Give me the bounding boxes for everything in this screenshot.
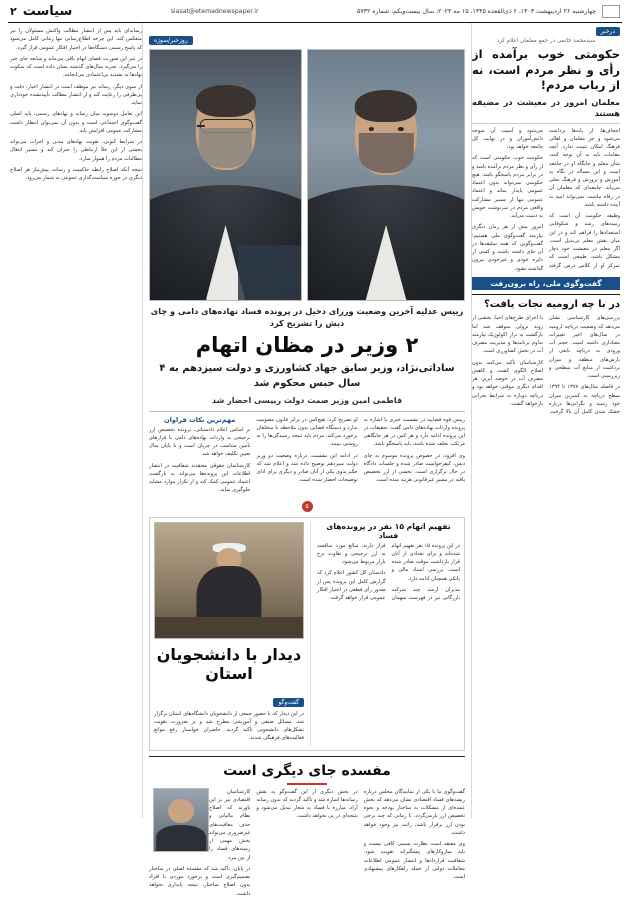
feature-caption: در این دیدار که با حضور جمعی از دانشجویان دانشگاه‌های استان برگزار شد، مسائل صنفی و آموزشی مطرح شد و بر ضرورت تقویت تشکل‌های دانشجویی تأکید گردید. حاضران خواستار رفع موانع فعالیت‌های فرهنگی شدند. (154, 710, 304, 742)
masthead (8, 0, 622, 23)
bottom-para-4: کارشناسان اقتصادی نیز بر این باورند که اصلاح نظام مالیاتی و حذف معافیت‌های غیرضروری می‌تواند بخش مهمی از زمینه‌های فساد را از بین ببرد. (209, 788, 251, 861)
right-headline-2: در با چه ارومیه نجات یافت؟ (483, 298, 620, 310)
bottom-para-1: گفت‌وگوی ما با یکی از نمایندگان مجلس درباره ریشه‌های فساد اقتصادی نشان می‌دهد که بخش عمده‌ای از مشکلات به ساختار بودجه و نحوه تخصیص ارز بازمی‌گردد. تا زمانی که چند نرخی بودن ارز برقرار باشد، رانت نیز وجود خواهد داشت. (363, 788, 465, 836)
left-para-2: در غیر این صورت، فضای ابهام باقی می‌ماند و شایعه جای خبر را می‌گیرد. تجربه سال‌های گذشته نشان داده است که سکوت نهادها به تشدید بی‌اعتمادی می‌انجامد. (10, 55, 142, 79)
right-subhead: معلمان امروز در معیشت در مضیقه هستند (472, 97, 620, 124)
mid-para-b: وی افزود: در خصوص پرونده موسوم به چای دبش، کیفرخواست صادر شده و جلسات دادگاه در حال برگزاری است. بخشی از ارز تخصیص یافته در مسیر غیرقانونی هزینه شده است. (363, 452, 465, 484)
mid-para-e: بر اساس اعلام دادستانی، پرونده تخصیص ارز ترجیحی به واردات نهاده‌های دامی با قرارهای تأمین متناسب در جریان است و تا پایان سال تعیین تکلیف خواهد شد. (149, 426, 251, 458)
mid-para-d: در ادامه این نشست، درباره وضعیت دو وزیر دولت سیزدهم توضیح داده شد و اعلام شد که حکم بدوی یکی از آنان صادر و دیگری برای ادای توضیحات احضار شده است. (256, 452, 358, 484)
left-para-5: در شرایط کنونی، تقویت نهادهای مدنی و احزاب می‌تواند بخشی از این خلأ ارتباطی را جبران کند و مسیر انتقال مطالبات مردم را هموار سازد. (10, 139, 142, 162)
right-para-5: بررسی‌های کارشناسی نشان می‌دهد که وضعیت دریاچه ارومیه در سال‌های اخیر تغییرات معناداری داشته است. حجم آب ورودی به دریاچه تابعی از بارش‌های منطقه و میزان برداشت از منابع آب سطحی و زیرزمینی است. (549, 315, 620, 380)
mid-body-columns (149, 416, 465, 498)
right-body-2 (472, 314, 620, 416)
masthead-email: siasat@etemadnewspaper.ir (170, 7, 259, 15)
feature-text-side (317, 522, 460, 746)
right-para-2: وظیفه حکومت آن است که زمینه‌های رشد و شکوفایی استعدادها را فراهم کند و در این میان نقش معلم بی‌بدیل است. اگر معلم در معیشت خود دچار مشکل باشد، طبیعی است که تمرکز او از کلاس درس گرفته می‌شود و آسیب آن متوجه دانش‌آموزان و در نهایت کل جامعه خواهد بود. (472, 127, 620, 269)
column-middle (142, 23, 472, 897)
column-right (472, 23, 622, 818)
mid-para-a: رییس قوه قضاییه در نشست خبری با اشاره به پرونده واردات نهاده‌های دامی گفت: تحقیقات در این پرونده ادامه دارد و هر کس در هر جایگاهی مرتکب تخلف شده باشد، باید پاسخگو باشد. (363, 416, 465, 448)
right-rule (472, 294, 620, 295)
eye-left (369, 127, 375, 130)
bottom-col-2 (256, 788, 357, 901)
beard-shape (199, 128, 252, 169)
mid-subhead-2: فاطمی امین وزیر صمت دولت رییسی احضار شد (149, 395, 465, 412)
left-para-1: رسانه‌ای باید پس از انتشار مطالب واکنش مسئولان را نیز منعکس کند. این چرخه اطلاع‌رسانی تنها زمانی کامل می‌شود که پاسخ رسمی دستگاه‌ها در اختیار افکار عمومی قرار گیرد. (10, 28, 142, 51)
feature-divider (310, 522, 311, 746)
photo-minister-2 (149, 49, 302, 301)
bottom-col-3 (149, 788, 250, 901)
feature-box (149, 517, 465, 751)
portrait-head (195, 85, 255, 170)
bottom-band (149, 756, 465, 901)
left-para-3: از سوی دیگر، رسانه نیز موظف است در انتشار اخبار، دقت و بی‌طرفی را رعایت کند و از انتشار مطالب تأییدنشده خودداری نماید. (10, 83, 142, 106)
bottom-para-2: وی معتقد است نظارت پسینی کافی نیست و باید سازوکارهای پیشگیرانه تقویت شود. شفافیت قراردادها و انتشار عمومی اطلاعات معاملات دولتی از جمله راهکارهای پیشنهادی است. (363, 841, 465, 881)
mid-para-f: کارشناسان حقوقی معتقدند شفافیت در انتشار اطلاعات این پرونده‌ها می‌تواند به بازگشت اعتماد عمومی کمک کند و از تکرار موارد مشابه جلوگیری نماید. (149, 462, 251, 494)
kicker-row (472, 27, 620, 36)
bottom-col-1 (364, 788, 465, 901)
section-title: سیاست (22, 3, 73, 19)
feature-tag: گفت‌وگو (273, 698, 304, 707)
mid-para-c: او تصریح کرد: هیچ‌کس در برابر قانون مصونیت ندارد و دستگاه قضایی بدون ملاحظه با متخلفان برخورد می‌کند. مردم باید نتیجه رسیدگی‌ها را به روشنی ببینند. (256, 416, 358, 448)
bottom-para-3: در بخش دیگری از این گفت‌وگو به نقش رسانه‌ها اشاره شد و تأکید گردید که بدون رسانه آزاد، مبارزه با فساد به شعار تبدیل می‌شود و نتیجه‌ای در پی نخواهد داشت. (256, 788, 358, 820)
hair-shape (195, 85, 255, 117)
page-number: ۲ (10, 4, 17, 18)
beard-shape (359, 133, 414, 174)
mid-col-1 (364, 416, 465, 498)
page-grid (8, 23, 622, 897)
bottom-para-5: در پایان، تأکید شد که مفسده اصلی در ساختار تصمیم‌گیری است و برخورد موردی با افراد بدون اصلاح ساختار، نتیجه پایداری نخواهد داشت. (149, 865, 251, 897)
right-para-6: در فاصله سال‌های ۱۳۷۷ تا ۱۳۹۴ سطح دریاچه به کمترین میزان خود رسید و نگرانی‌ها درباره خشک شدن کامل آن بالا گرفت. با اجرای طرح‌های احیا، بخشی از روند نزولی متوقف شد اما بازگشت به تراز اکولوژیک نیازمند تداوم برنامه‌ها و مدیریت مصرف آب در بخش کشاورزی است. (472, 315, 620, 416)
portrait-head (355, 90, 417, 175)
portrait-body (156, 825, 206, 851)
podium-shape (238, 245, 301, 300)
mid-col-2 (256, 416, 357, 498)
right-headline: حکومتی خوب برآمده از رأی و نظر مردم است، نه از رباب مردم! (472, 47, 620, 93)
mid-headline: ۲ وزیر در مظان اتهام (195, 332, 419, 357)
feature-body (317, 542, 460, 604)
mid-lede: رییس عدلیه آخرین وضعیت وزرای دخیل در پرونده فساد نهاده‌های دامی و چای دبش را تشریح کرد (150, 306, 464, 329)
right-para-4: امروز بیش از هر زمان دیگری نیازمند گفت‌وگوی ملی هستیم؛ گفت‌وگویی که همه سلیقه‌ها در آن جای داشته باشند و کسی از دایره خودی و غیرخودی بیرون گذاشته نشود. (472, 224, 543, 272)
photo-row (149, 49, 465, 301)
bottom-headline: مفسده جای دیگری است (223, 762, 391, 779)
left-body (10, 27, 142, 182)
masthead-left (357, 5, 620, 18)
column-left (8, 23, 142, 818)
feature-para-b: مدیران ارشد چند شرکت بازرگانی نیز در فهرست متهمان قرار دارند. مبالغ مورد مناقشه به ارز ترجیحی و تفاوت نرخ بازار مربوط می‌شود. (317, 542, 460, 602)
feature-photo (154, 522, 304, 639)
right-para-3: حکومت خوب حکومتی است که از رأی و نظر مردم برآمده باشد و در برابر مردم پاسخگو باشد. هیچ حکومتی نمی‌تواند بدون اعتماد عمومی پایدار بماند و اعتماد عمومی تنها از مسیر مشارکت واقعی مردم در سرنوشت خویش به دست می‌آید. (472, 155, 543, 220)
desk-shape (155, 617, 303, 638)
feature-para-c: دادستان کل کشور اعلام کرد که گزارش کامل این پرونده پس از صدور رأی قطعی در اختیار افکار عمومی قرار خواهد گرفت. (317, 570, 386, 602)
feature-para-a: در این پرونده ۱۵ نفر تفهیم اتهام شده‌اند و برای تعدادی از آنان قرار بازداشت موقت صادر شده است. بررسی اسناد مالی و بانکی همچنان ادامه دارد. (391, 542, 460, 582)
feature-title: دیدار با دانشجویان استان (156, 644, 302, 683)
right-body (472, 127, 620, 273)
feature-box-head: تفهیم اتهام ۱۵ نفر در پرونده‌های فساد (326, 521, 451, 540)
mid-subhead: ساداتی‌نژاد، وزیر سابق جهاد کشاورزی و دولت سیزدهم به ۴ سال حبس محکوم شد (159, 362, 455, 389)
jump-badge: ۵ (302, 501, 313, 512)
mid-col-3 (149, 416, 250, 498)
left-para-6: نتیجه آنکه اصلاح رابطه حاکمیت و رسانه، پیش‌نیاز هر اصلاح دیگری در حوزه سیاست‌گذاری عمومی به شمار می‌رود. (10, 166, 142, 181)
right-para-7: کارشناسان تأکید می‌کنند بدون اصلاح الگوی کشت و کاهش مصرف آب در حوضه آبریز، هر اقدام دیگری موقتی خواهد بود و دریاچه دوباره به شرایط بحرانی بازخواهد گشت. (472, 359, 543, 407)
masthead-date: چهارشنبه ۲۶ اردیبهشت ۱۴۰۳، ۶ ذی‌القعده ۱۴۴۵، ۱۵ مه ۲۰۲۴، سال بیست‌ویکم، شماره ۵۷۳۲ (356, 7, 596, 15)
eye-right (398, 127, 404, 130)
right-blue-bar: گفت‌وگوی ملی، راه برون‌رفت (472, 277, 620, 290)
photo-minister-1 (307, 49, 465, 301)
photo-kicker: روزخبر/سوژه (149, 36, 193, 45)
right-para-1: اجحاف‌ها، از پایه‌ها برداشته می‌شود و جز معلمان و اهالی فرهنگ امکان تثبیت ندارد. آنچه مقامات باید به آن توجه کنند، شأن معلم و جایگاه او در جامعه است و این مسأله در نگاه به آموزش و پرورش و فرهنگ تجلی می‌یابد. جامعه‌ای که معلمان آن در رفاه نباشند، نمی‌تواند امید به آینده داشته باشد. (549, 127, 620, 208)
masthead-right (10, 4, 72, 19)
bottom-columns (149, 788, 465, 901)
right-tagline: سیدمحمد خاتمی در جمع معلمان اعلام کرد (496, 38, 596, 44)
kicker-badge: درخبر (596, 27, 620, 36)
hair-shape (355, 90, 417, 122)
feature-photo-side (154, 522, 304, 746)
left-para-4: این تعامل دوسویه میان رسانه و نهادهای رسمی، پایه اصلی گفت‌وگوی اجتماعی است و بدون آن نمی‌توان انتظار داشت مشارکت عمومی افزایش یابد. (10, 111, 142, 134)
flag-icon (602, 5, 620, 18)
bottom-rule (287, 783, 327, 785)
mid-box-head: مهم‌ترین نکات فراوان (164, 415, 236, 424)
